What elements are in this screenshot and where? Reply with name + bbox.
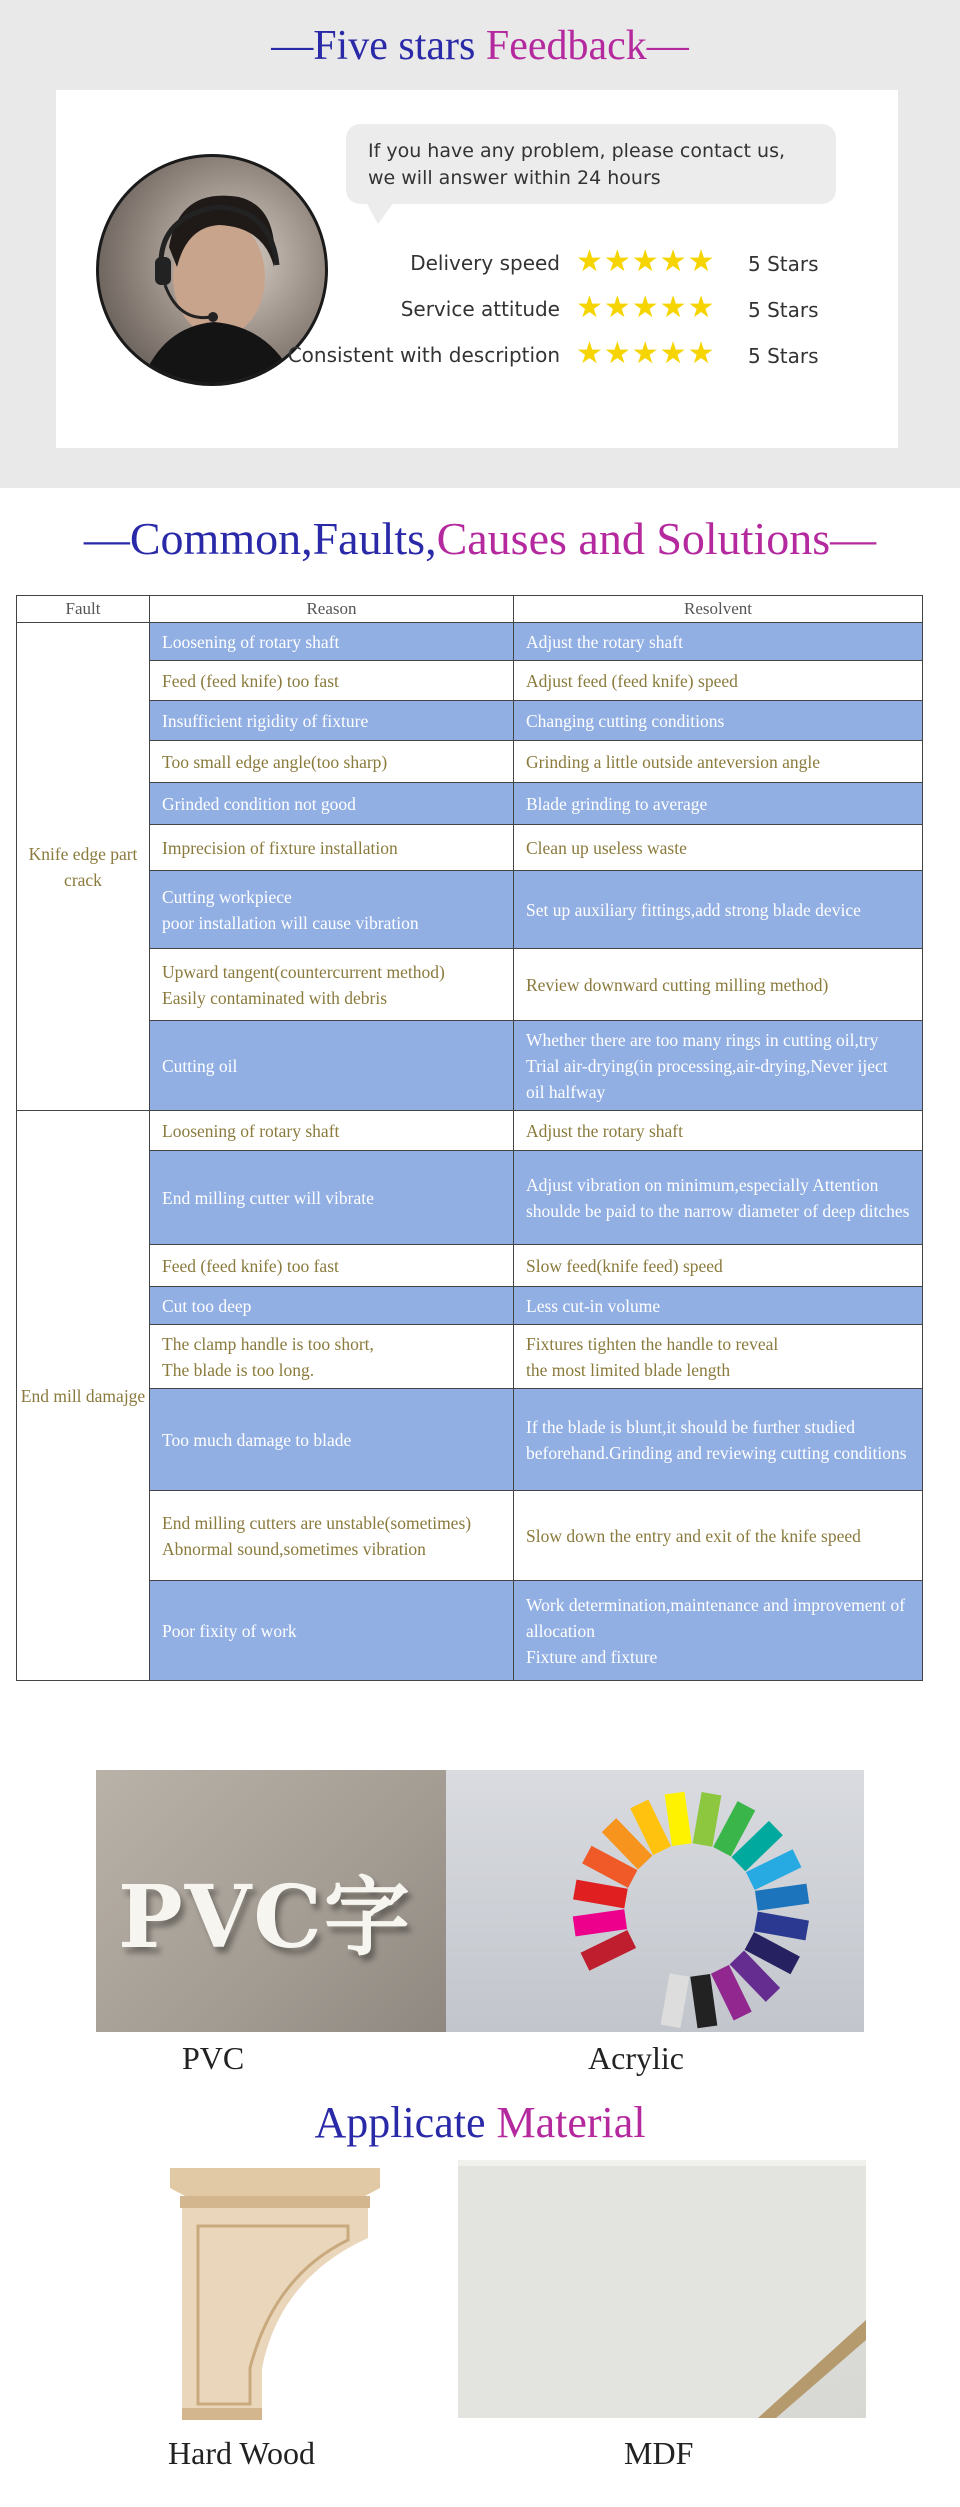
table-row (17, 1325, 923, 1389)
five-stars-icon: ★★★★★ (576, 290, 716, 325)
table-row (17, 1151, 923, 1245)
resolvent-cell: Adjust the rotary shaft (514, 623, 923, 661)
resolvent-cell: Blade grinding to average (514, 783, 923, 825)
table-row (17, 741, 923, 783)
reason-cell: The clamp handle is too short, The blade is too long. (150, 1325, 514, 1389)
applicate-title-prefix: Applicate (314, 2098, 486, 2147)
table-row (17, 1111, 923, 1151)
rating-row-delivery (256, 244, 896, 284)
rating-value: 5 Stars (748, 252, 819, 276)
reason-cell: Loosening of rotary shaft (150, 623, 514, 661)
table-row (17, 661, 923, 701)
resolvent-cell: Grinding a little outside anteversion angle (514, 741, 923, 783)
reason-cell: End milling cutters are unstable(sometimes) Abnormal sound,sometimes vibration (150, 1491, 514, 1581)
reason-cell: Poor fixity of work (150, 1581, 514, 1681)
reason-cell: Too small edge angle(too sharp) (150, 741, 514, 783)
resolvent-cell: Whether there are too many rings in cutting oil,try Trial air-drying(in processing,air-drying,Never iject oil halfway (514, 1021, 923, 1111)
header-reason: Reason (150, 596, 514, 623)
reason-cell: Upward tangent(countercurrent method) Easily contaminated with debris (150, 949, 514, 1021)
table-row (17, 1287, 923, 1325)
resolvent-cell: Set up auxiliary fittings,add strong blade device (514, 871, 923, 949)
material-label-acrylic: Acrylic (588, 2040, 684, 2076)
applicate-title-suffix: Material (496, 2098, 646, 2147)
resolvent-cell: Changing cutting conditions (514, 701, 923, 741)
five-stars-icon: ★★★★★ (576, 336, 716, 371)
reason-cell: Too much damage to blade (150, 1389, 514, 1491)
material-label-pvc: PVC (182, 2040, 245, 2076)
resolvent-cell: Less cut-in volume (514, 1287, 923, 1325)
table-row (17, 949, 923, 1021)
rating-value: 5 Stars (748, 344, 819, 368)
table-row (17, 1491, 923, 1581)
resolvent-cell: Adjust vibration on minimum,especially Attention shoulde be paid to the narrow diameter of deep ditches (514, 1151, 923, 1245)
pvc-photo (96, 1770, 446, 2032)
resolvent-cell: If the blade is blunt,it should be further studied beforehand.Grinding and reviewing cutting conditions (514, 1389, 923, 1491)
rating-label: Delivery speed (410, 251, 560, 275)
resolvent-cell: Clean up useless waste (514, 825, 923, 871)
reason-cell: Grinded condition not good (150, 783, 514, 825)
reason-cell: Imprecision of fixture installation (150, 825, 514, 871)
rating-label: Consistent with description (287, 343, 560, 367)
table-row (17, 1021, 923, 1111)
rating-row-description (256, 336, 896, 376)
resolvent-cell: Slow down the entry and exit of the knife speed (514, 1491, 923, 1581)
table-header-row (17, 596, 923, 623)
reason-cell: Feed (feed knife) too fast (150, 1245, 514, 1287)
pvc-sign-text: PVC字 (118, 1867, 412, 1968)
five-stars-icon: ★★★★★ (576, 244, 716, 279)
reason-cell: Feed (feed knife) too fast (150, 661, 514, 701)
header-resolvent: Resolvent (514, 596, 923, 623)
table-row (17, 1245, 923, 1287)
hard-wood-photo (170, 2168, 380, 2424)
feedback-title-suffix: Feedback— (485, 23, 689, 69)
resolvent-cell: Slow feed(knife feed) speed (514, 1245, 923, 1287)
resolvent-cell: Adjust the rotary shaft (514, 1111, 923, 1151)
resolvent-cell: Adjust feed (feed knife) speed (514, 661, 923, 701)
feedback-title (0, 22, 960, 70)
header-fault: Fault (17, 596, 150, 623)
mdf-board-icon (458, 2160, 866, 2418)
table-row (17, 783, 923, 825)
table-row (17, 1389, 923, 1491)
faults-table (16, 595, 923, 1681)
table-row (17, 1581, 923, 1681)
table-row (17, 871, 923, 949)
material-label-mdf: MDF (624, 2435, 694, 2471)
reason-cell: Insufficient rigidity of fixture (150, 701, 514, 741)
faults-title (0, 512, 960, 565)
reason-cell: Cutting oil (150, 1021, 514, 1111)
table-row (17, 701, 923, 741)
rating-label: Service attitude (400, 297, 560, 321)
reason-cell: Loosening of rotary shaft (150, 1111, 514, 1151)
feedback-title-prefix: —Five stars (271, 23, 476, 69)
material-label-hard-wood: Hard Wood (168, 2435, 316, 2471)
rating-row-service (256, 290, 896, 330)
table-row (17, 623, 923, 661)
fault-knife-edge-crack: Knife edge part crack (17, 623, 150, 1111)
resolvent-cell: Fixtures tighten the handle to reveal the most limited blade length (514, 1325, 923, 1389)
contact-bubble: If you have any problem, please contact us, we will answer within 24 hours (346, 124, 836, 204)
reason-cell: Cut too deep (150, 1287, 514, 1325)
acrylic-swatch-fan-icon (446, 1770, 864, 2032)
applicate-material-title (0, 2097, 960, 2148)
fault-end-mill-damage: End mill damajge (17, 1111, 150, 1681)
reason-cell: Cutting workpiece poor installation will cause vibration (150, 871, 514, 949)
faults-title-prefix: —Common,Faults, (83, 513, 437, 564)
wood-corbel-icon (170, 2168, 380, 2424)
resolvent-cell: Work determination,maintenance and improvement of allocation Fixture and fixture (514, 1581, 923, 1681)
bubble-tail (366, 202, 394, 224)
reason-cell: End milling cutter will vibrate (150, 1151, 514, 1245)
feedback-card (56, 90, 898, 448)
acrylic-photo (446, 1770, 864, 2032)
faults-title-suffix: Causes and Solutions— (436, 513, 877, 564)
rating-value: 5 Stars (748, 298, 819, 322)
table-row (17, 825, 923, 871)
mdf-photo (458, 2160, 866, 2418)
resolvent-cell: Review downward cutting milling method) (514, 949, 923, 1021)
